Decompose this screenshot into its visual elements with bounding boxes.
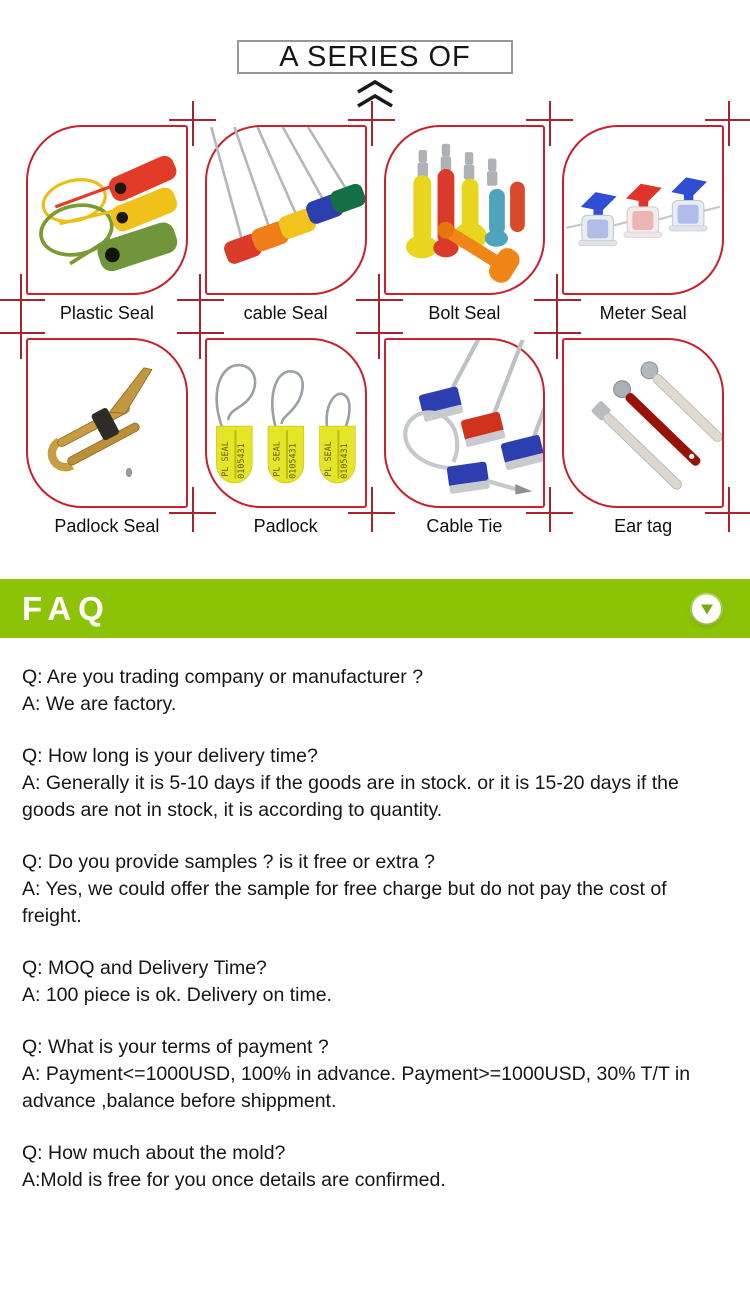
padlock-image xyxy=(207,340,365,506)
product-card-plastic-seal xyxy=(26,125,188,338)
crop-mark xyxy=(534,332,581,334)
product-image-frame xyxy=(384,125,546,295)
padlock-marking-text: PL SEAL xyxy=(271,441,282,477)
product-image-frame xyxy=(562,338,724,508)
crop-mark xyxy=(728,487,730,532)
double-chevron-up-icon xyxy=(355,80,395,108)
product-label: Bolt Seal xyxy=(428,303,501,323)
crop-mark xyxy=(556,274,558,319)
product-card-cable-tie xyxy=(384,338,546,551)
faq-answer-line: A:Mold is free for you once details are confirmed. xyxy=(22,1169,446,1191)
ear-tag-image xyxy=(564,340,722,506)
faq-answer-line: A: 100 piece is ok. Delivery on time. xyxy=(22,984,332,1006)
faq-question: Q: Do you provide samples ? is it free or extra ? xyxy=(22,851,435,873)
crop-mark xyxy=(192,101,194,146)
faq-banner xyxy=(0,579,750,638)
faq-section xyxy=(22,664,728,1219)
product-card-padlock-seal xyxy=(26,338,188,551)
crop-mark xyxy=(556,314,558,359)
product-card-cable-seal xyxy=(205,125,367,338)
faq-collapse-button[interactable] xyxy=(692,594,721,623)
faq-answer-line: A: We are factory. xyxy=(22,693,177,715)
faq-item xyxy=(22,1140,728,1194)
product-card-meter-seal xyxy=(562,125,724,338)
faq-question: Q: How much about the mold? xyxy=(22,1142,286,1164)
cable-seal-image xyxy=(207,127,365,293)
crop-mark xyxy=(20,274,22,319)
crop-mark xyxy=(0,332,45,334)
product-card-padlock xyxy=(205,338,367,551)
padlock-marking-number: 0105431 xyxy=(287,443,298,479)
faq-answer-line: A: Payment<=1000USD, 100% in advance. Payment>=1000USD, 30% T/T in xyxy=(22,1063,691,1085)
crop-mark xyxy=(0,299,45,301)
padlock-seal-image xyxy=(28,340,186,506)
faq-answer-line: goods are not in stock, it is according to quantity. xyxy=(22,799,443,821)
product-image-frame xyxy=(205,338,367,508)
crop-mark xyxy=(20,314,22,359)
crop-mark xyxy=(199,314,201,359)
faq-answer-line: A: Generally it is 5-10 days if the goods are in stock. or it is 15-20 days if the xyxy=(22,772,679,794)
crop-mark xyxy=(378,314,380,359)
faq-item xyxy=(22,743,728,824)
cable-tie-image xyxy=(386,340,544,506)
crop-mark xyxy=(378,274,380,319)
faq-question: Q: How long is your delivery time? xyxy=(22,745,318,767)
bolt-seal-image xyxy=(386,127,544,293)
faq-answer-line: A: Yes, we could offer the sample for free charge but do not pay the cost of xyxy=(22,878,667,900)
faq-question: Q: MOQ and Delivery Time? xyxy=(22,957,267,979)
crop-mark xyxy=(199,274,201,319)
product-card-bolt-seal xyxy=(384,125,546,338)
product-grid xyxy=(26,125,724,551)
crop-mark xyxy=(356,299,403,301)
crop-mark xyxy=(705,512,750,514)
crop-mark xyxy=(177,299,224,301)
padlock-marking-text: PL SEAL xyxy=(322,441,333,477)
meter-seal-image xyxy=(564,127,722,293)
product-label: Padlock Seal xyxy=(54,516,160,536)
product-card-ear-tag xyxy=(562,338,724,551)
crop-mark xyxy=(192,487,194,532)
padlock-marking-number: 0105431 xyxy=(235,443,246,479)
product-label: Cable Tie xyxy=(426,516,503,536)
crop-mark xyxy=(356,332,403,334)
product-label: cable Seal xyxy=(243,303,328,323)
crop-mark xyxy=(705,119,750,121)
crop-mark xyxy=(177,332,224,334)
crop-mark xyxy=(549,101,551,146)
product-label: Plastic Seal xyxy=(59,303,154,323)
padlock-marking-number: 0105431 xyxy=(338,443,349,479)
crop-mark xyxy=(728,101,730,146)
faq-question: Q: Are you trading company or manufacturer ? xyxy=(22,666,424,688)
plastic-seal-image xyxy=(28,127,186,293)
product-image-frame xyxy=(384,338,546,508)
chevron-down-icon xyxy=(701,605,713,615)
faq-item xyxy=(22,664,728,718)
crop-mark xyxy=(169,119,216,121)
faq-answer-line: advance ,balance before shippment. xyxy=(22,1090,337,1112)
crop-mark xyxy=(371,487,373,532)
product-image-frame xyxy=(562,125,724,295)
product-label: Padlock xyxy=(253,516,318,536)
crop-mark xyxy=(348,119,395,121)
product-image-frame xyxy=(26,338,188,508)
page-title: A SERIES OF xyxy=(237,40,513,74)
crop-mark xyxy=(526,119,573,121)
product-label: Meter Seal xyxy=(599,303,687,323)
faq-answer-line: freight. xyxy=(22,905,82,927)
crop-mark xyxy=(534,299,581,301)
faq-question: Q: What is your terms of payment ? xyxy=(22,1036,329,1058)
product-image-frame xyxy=(26,125,188,295)
padlock-marking-text: PL SEAL xyxy=(219,441,230,477)
crop-mark xyxy=(371,101,373,146)
faq-heading: FAQ xyxy=(22,589,111,627)
faq-item xyxy=(22,849,728,930)
faq-item xyxy=(22,1034,728,1115)
faq-item xyxy=(22,955,728,1009)
product-label: Ear tag xyxy=(614,516,673,536)
product-image-frame xyxy=(205,125,367,295)
crop-mark xyxy=(549,487,551,532)
